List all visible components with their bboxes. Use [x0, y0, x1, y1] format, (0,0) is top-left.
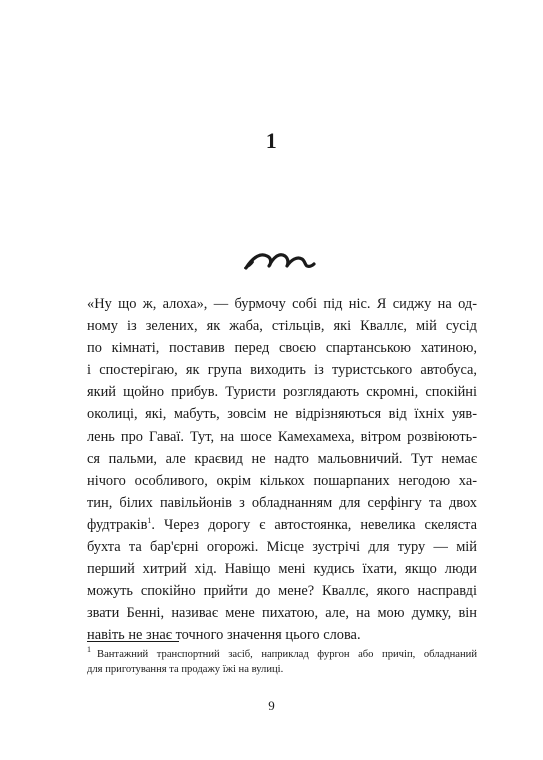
text-line: який щойно прибув. Туристи розглядають скромні, спокійні	[87, 384, 477, 401]
footnote-reference[interactable]: 1	[147, 516, 152, 526]
footnote-line	[87, 645, 477, 663]
wave-ornament-icon	[239, 238, 319, 278]
text-line: ному із зелених, як жаба, стільців, які Кваллє, мій сусід	[87, 318, 477, 335]
text-line-continuation: . Через дорогу є автостоянка, невелика скеляста	[151, 516, 477, 533]
text-line: звати Бенні, називає мене пихатою, але, на мою думку, він	[87, 605, 477, 622]
footnote-divider	[87, 641, 179, 642]
text-line: можуть спокійно прийти до мене? Кваллє, якого насправді	[87, 583, 477, 600]
footnote-anchor-word: фудтраків	[87, 516, 148, 533]
footnote-text: Вантажний транспортний засіб, наприклад фургон або причіп, обладнаний	[97, 649, 477, 660]
text-line: «Ну що ж, алоха», — бурмочу собі під ніс. Я сиджу на од-	[87, 296, 477, 312]
chapter-number: 1	[265, 128, 278, 153]
text-line: лень про Гаваї. Тут, на шосе Камехамеха, вітром розвіюють-	[87, 428, 477, 445]
text-line: бухта та бар'єрні огорожі. Місце зустрічі для туру — мій	[87, 539, 477, 556]
text-line: перший хитрий хід. Навіщо мені кудись їхати, якщо люди	[87, 561, 477, 578]
text-line: і спостерігаю, як група виходить із туристського автобуса,	[87, 362, 477, 379]
text-line: по кімнаті, поставив перед своєю спартанською хатиною,	[87, 340, 477, 357]
text-line: тин, білих павільйонів з обладнанням для серфінгу та двох	[87, 494, 477, 511]
body-paragraph	[87, 293, 477, 647]
page-number: 9	[268, 698, 275, 713]
footnote-line: для приготування та продажу їжі на вулиці.	[87, 663, 284, 675]
footnote	[87, 645, 477, 677]
text-line: околиці, які, мабуть, зовсім не відрізняються від їхніх уяв-	[87, 406, 477, 423]
text-line: нічого особливого, окрім кількох пошарпаних негодою ха-	[87, 472, 477, 489]
text-line-with-footnote	[87, 514, 477, 536]
text-line: ся пальми, але краєвид не надто мальовничий. Тут немає	[87, 450, 477, 467]
footnote-number: 1	[87, 645, 91, 655]
text-line: навіть не знає точного значення цього слова.	[87, 627, 361, 644]
